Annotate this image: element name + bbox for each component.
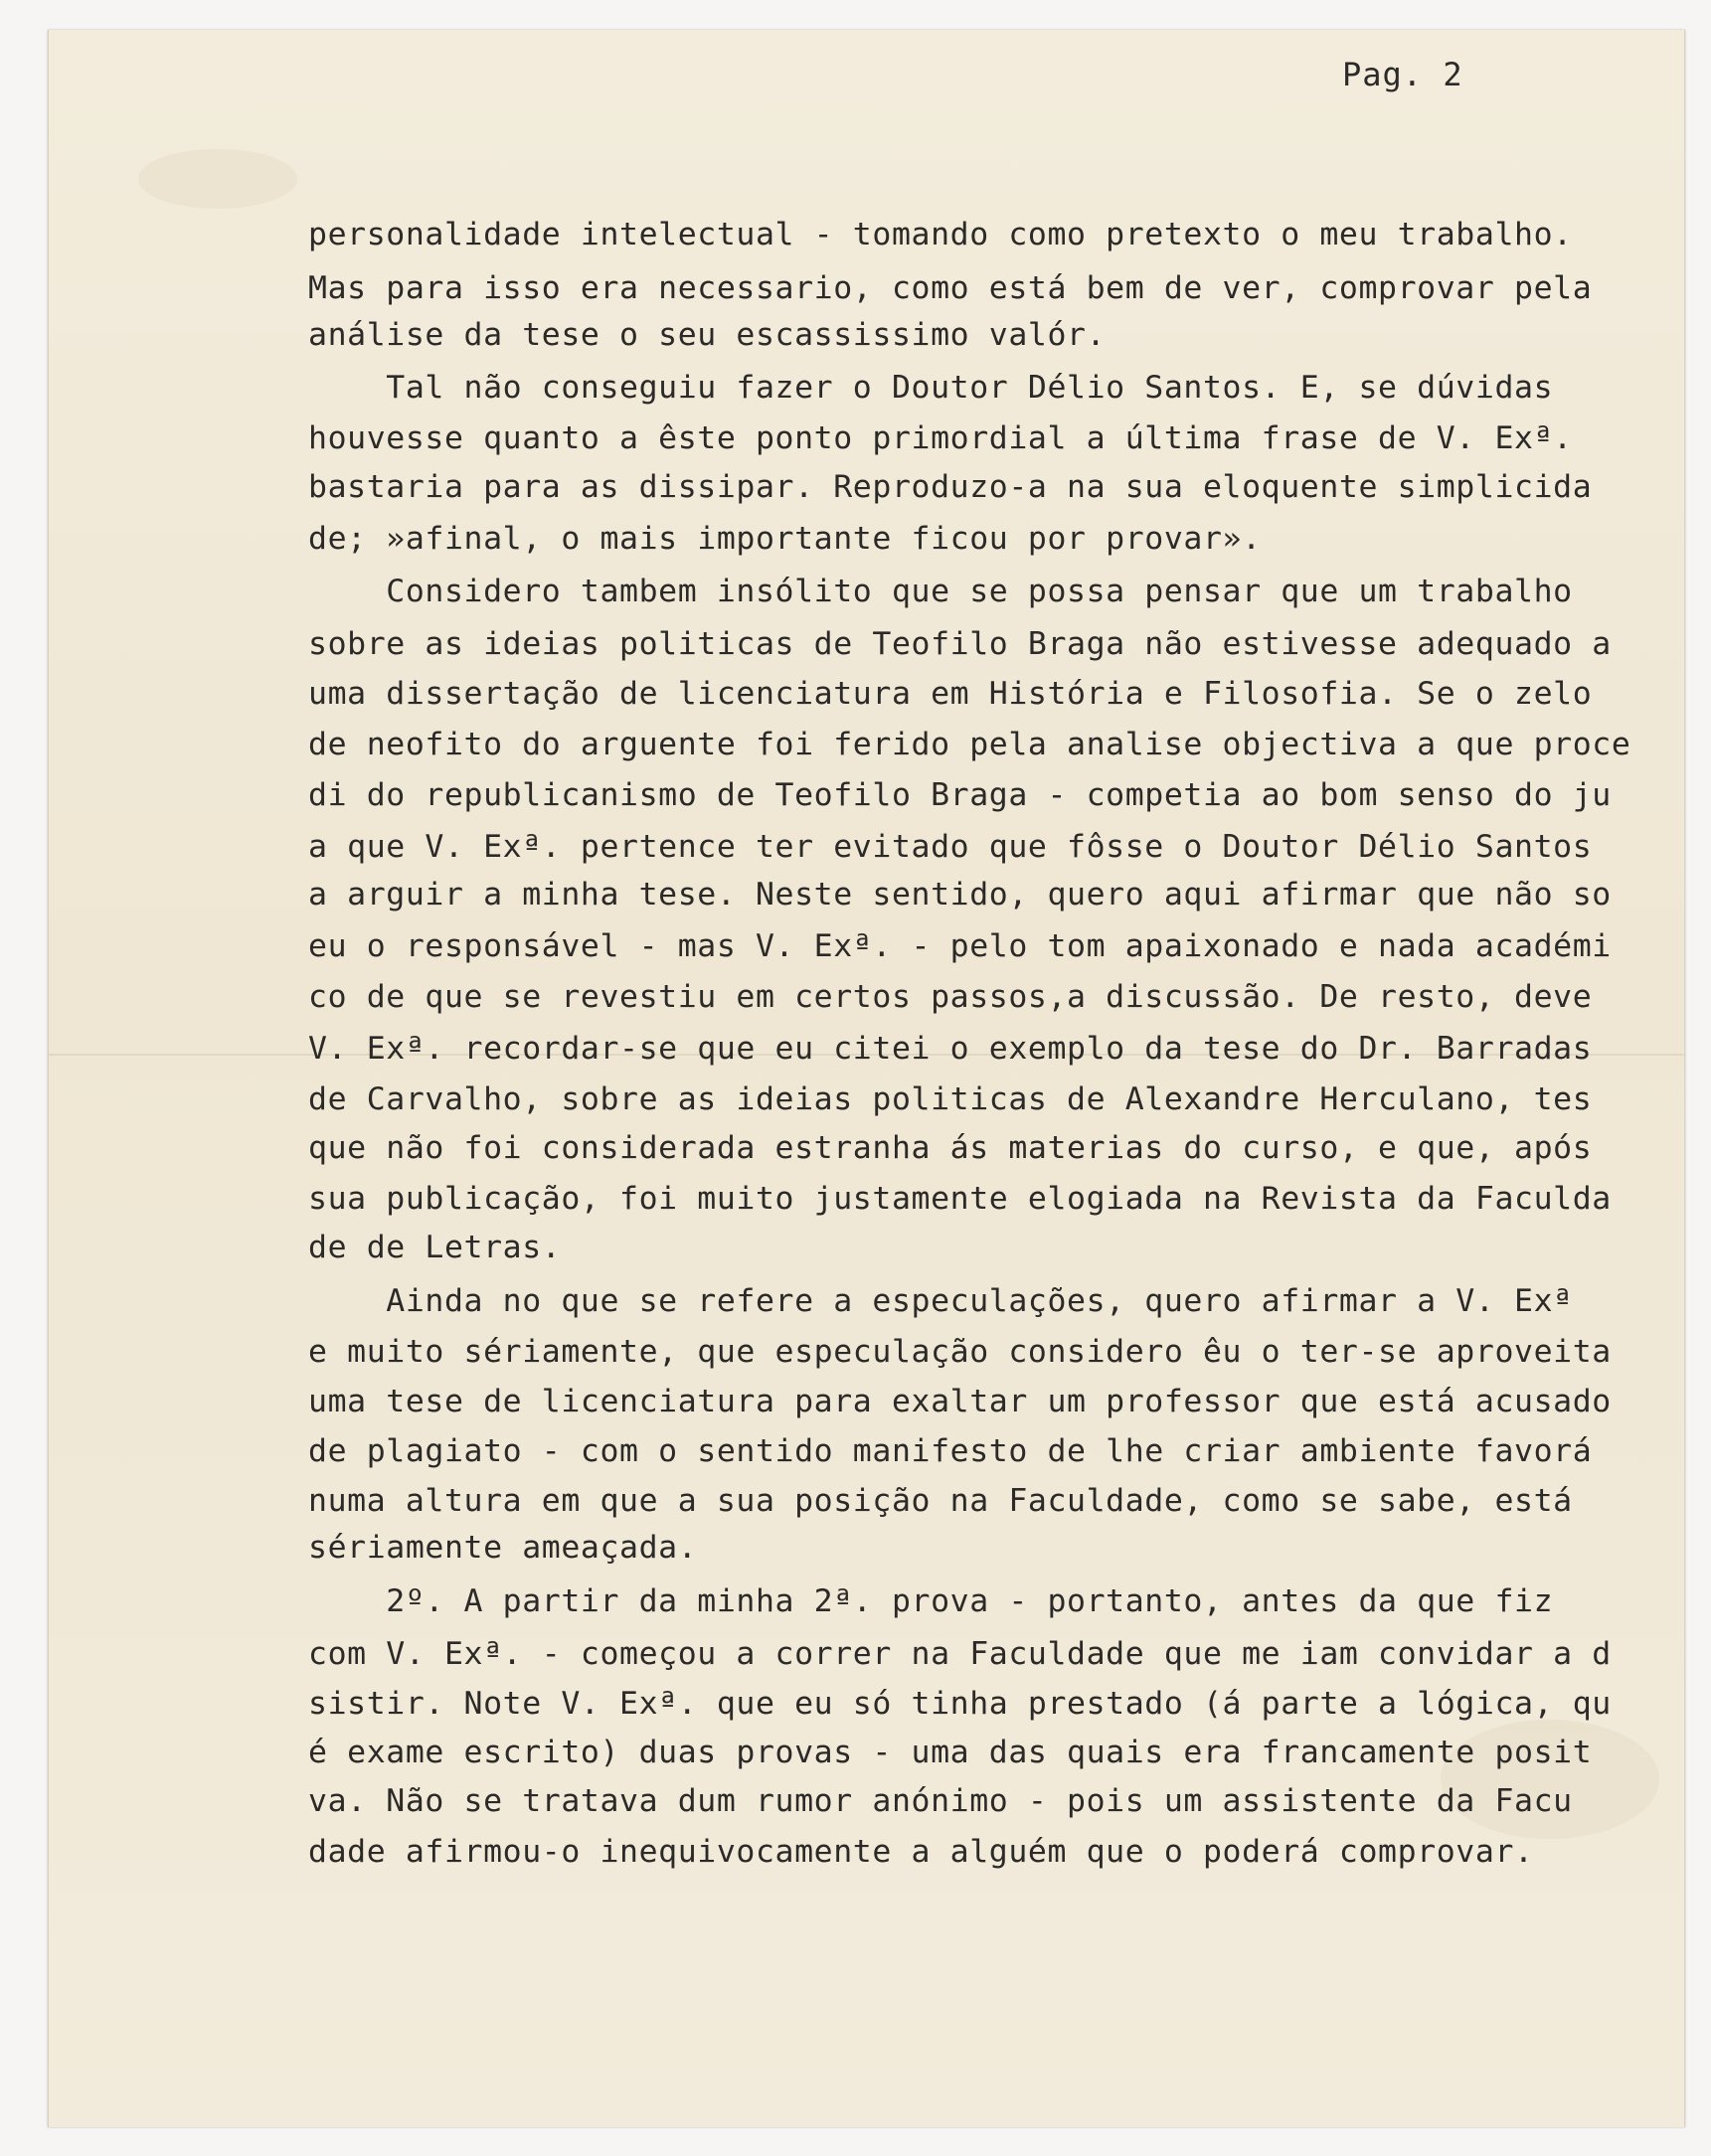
text-line: Mas para isso era necessario, como está bem de ver, comprovar pela [308, 270, 1593, 306]
text-line: de de Letras. [308, 1230, 562, 1265]
text-line: Considero tambem insólito que se possa pensar que um trabalho [308, 574, 1573, 609]
text-line: a arguir a minha tese. Neste sentido, quero aqui afirmar que não so [308, 877, 1612, 912]
text-line: sua publicação, foi muito justamente elogiada na Revista da Faculda [308, 1181, 1612, 1217]
text-line: bastaria para as dissipar. Reproduzo-a na sua eloquente simplicida [308, 469, 1593, 505]
text-line: e muito sériamente, que especulação considero êu o ter-se aproveita [308, 1334, 1612, 1370]
text-line: a que V. Exª. pertence ter evitado que fôsse o Doutor Délio Santos [308, 829, 1593, 865]
text-line: análise da tese o seu escassissimo valór. [308, 317, 1107, 353]
text-line: Ainda no que se refere a especulações, quero afirmar a V. Exª [308, 1283, 1573, 1319]
text-line: de; »afinal, o mais importante ficou por provar». [308, 521, 1262, 557]
text-line: sistir. Note V. Exª. que eu só tinha prestado (á parte a lógica, qu [308, 1686, 1612, 1722]
text-line: de Carvalho, sobre as ideias politicas de Alexandre Herculano, tes [308, 1081, 1593, 1117]
text-line: numa altura em que a sua posição na Faculdade, como se sabe, está [308, 1483, 1573, 1519]
text-line: personalidade intelectual - tomando como pretexto o meu trabalho. [308, 217, 1573, 252]
text-line: co de que se revestiu em certos passos,a discussão. De resto, deve [308, 979, 1593, 1015]
text-line: houvesse quanto a êste ponto primordial a última frase de V. Exª. [308, 420, 1573, 456]
text-line: 2º. A partir da minha 2ª. prova - portanto, antes da que fiz [308, 1583, 1554, 1619]
text-line: uma tese de licenciatura para exaltar um professor que está acusado [308, 1384, 1612, 1419]
text-line: com V. Exª. - começou a correr na Faculdade que me iam convidar a d [308, 1636, 1612, 1672]
text-line: va. Não se tratava dum rumor anónimo - pois um assistente da Facu [308, 1783, 1573, 1819]
text-line: de plagiato - com o sentido manifesto de lhe criar ambiente favorá [308, 1433, 1593, 1469]
text-line: V. Exª. recordar-se que eu citei o exemplo da tese do Dr. Barradas [308, 1031, 1593, 1067]
text-line: é exame escrito) duas provas - uma das quais era francamente posit [308, 1735, 1593, 1770]
text-line: Tal não conseguiu fazer o Doutor Délio Santos. E, se dúvidas [308, 370, 1554, 406]
text-line: sériamente ameaçada. [308, 1530, 698, 1566]
text-line: dade afirmou-o inequivocamente a alguém que o poderá comprovar. [308, 1834, 1534, 1870]
text-line: que não foi considerada estranha ás materias do curso, e que, após [308, 1130, 1593, 1166]
text-line: di do republicanismo de Teofilo Braga - competia ao bom senso do ju [308, 777, 1612, 813]
text-line: eu o responsável - mas V. Exª. - pelo tom apaixonado e nada académi [308, 928, 1612, 964]
page-number: Pag. 2 [1342, 56, 1463, 93]
text-line: uma dissertação de licenciatura em História e Filosofia. Se o zelo [308, 676, 1593, 712]
text-line: sobre as ideias politicas de Teofilo Braga não estivesse adequado a [308, 626, 1612, 662]
text-line: de neofito do arguente foi ferido pela analise objectiva a que proce [308, 727, 1631, 762]
